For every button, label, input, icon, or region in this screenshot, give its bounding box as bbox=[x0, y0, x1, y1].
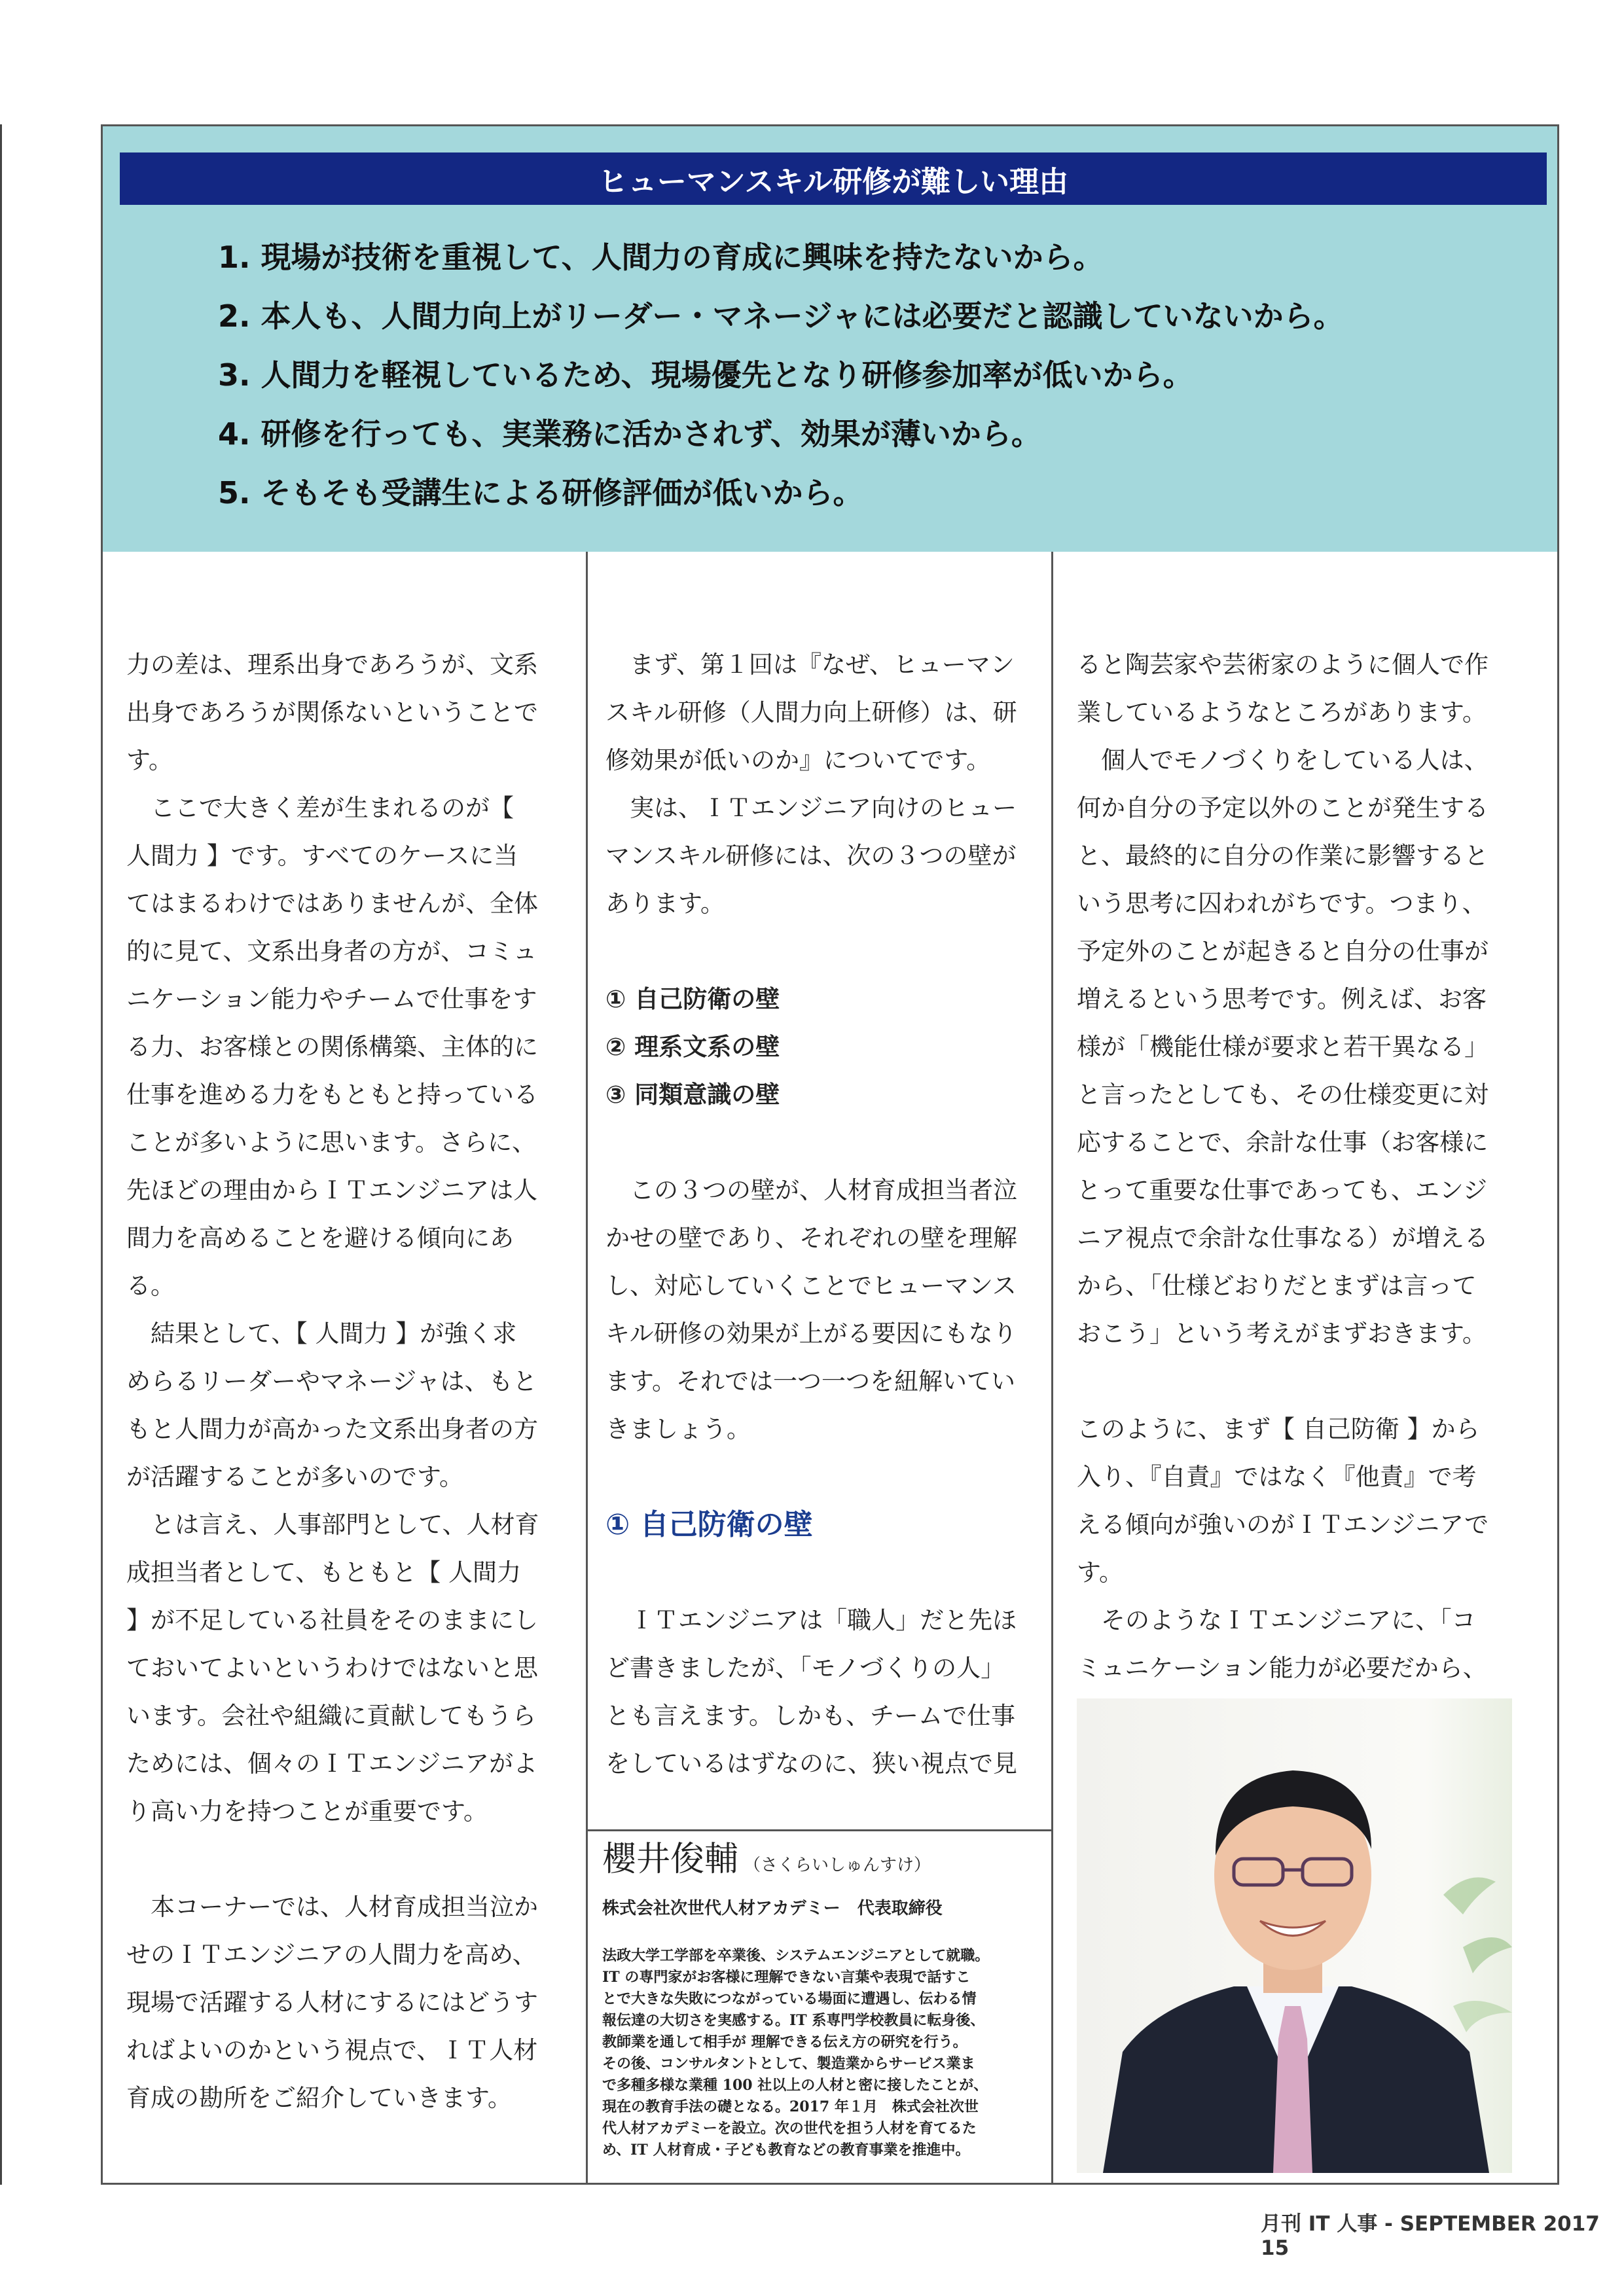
text-line: から、「仕様どおりだとまずは言って bbox=[1077, 1272, 1477, 1300]
reason-item: 5. そもそも受講生による研修評価が低いから。 bbox=[218, 475, 863, 511]
text-line: す。 bbox=[1077, 1558, 1124, 1587]
text-line: 業しているようなところがあります。 bbox=[1077, 698, 1487, 726]
reason-item: 3. 人間力を軽視しているため、現場優先となり研修参加率が低いから。 bbox=[218, 357, 1193, 393]
text-line: 増えるという思考です。例えば、お客 bbox=[1077, 985, 1487, 1013]
text-line: が活躍することが多いのです。 bbox=[126, 1463, 464, 1491]
text-line: あります。 bbox=[605, 889, 725, 918]
text-line: ると陶芸家や芸術家のように個人で作 bbox=[1077, 651, 1489, 679]
text-line: る力、お客様との関係構築、主体的に bbox=[126, 1033, 538, 1061]
text-line: もと人間力が高かった文系出身者の方 bbox=[126, 1415, 538, 1443]
text-line: 修効果が低いのか』についてです。 bbox=[605, 746, 991, 774]
text-line: 何か自分の予定以外のことが発生する bbox=[1077, 794, 1489, 822]
author-portrait-image bbox=[1077, 1698, 1512, 2173]
reason-item: 4. 研修を行っても、実業務に活かされず、効果が薄いから。 bbox=[218, 416, 1041, 452]
text-line: とも言えます。しかも、チームで仕事 bbox=[605, 1702, 1016, 1730]
text-line: まず、第１回は『なぜ、ヒューマン bbox=[605, 651, 1015, 679]
text-line: 育成の勘所をご紹介していきます。 bbox=[126, 2084, 513, 2112]
text-line: このように、まず【 自己防衛 】から bbox=[1077, 1415, 1480, 1443]
text-line: 入り、『自責』ではなく『他責』で考 bbox=[1077, 1463, 1477, 1491]
section-heading: ① 自己防衛の壁 bbox=[605, 1508, 813, 1541]
text-line: ニケーション能力やチームで仕事をす bbox=[126, 985, 537, 1013]
text-line: 結果として、【 人間力 】が強く求 bbox=[126, 1319, 517, 1348]
text-line: 実は、ＩＴエンジニア向けのヒュー bbox=[605, 794, 1017, 822]
text-line: 応することで、余計な仕事（お客様に bbox=[1077, 1128, 1489, 1157]
text-line: かせの壁であり、それぞれの壁を理解 bbox=[605, 1224, 1017, 1252]
text-line: ＩＴエンジニアは「職人」だと先ほ bbox=[605, 1606, 1017, 1634]
text-line: せのＩＴエンジニアの人間力を高め、 bbox=[126, 1941, 537, 1969]
text-line: てはまるわけではありませんが、全体 bbox=[126, 889, 538, 918]
wall-item: ③ 同類意識の壁 bbox=[605, 1081, 780, 1109]
text-line: います。会社や組織に貢献してもうら bbox=[126, 1702, 537, 1730]
text-line: 】が不足している社員をそのままにし bbox=[126, 1606, 538, 1634]
text-line: 的に見て、文系出身者の方が、コミュ bbox=[126, 937, 537, 965]
text-line: ど書きましたが、「モノづくりの人」 bbox=[605, 1654, 1005, 1682]
text-line: 成担当者として、もともと【 人間力 bbox=[126, 1558, 522, 1587]
text-line: 様が「機能仕様が要求と若干異なる」 bbox=[1077, 1033, 1489, 1061]
wall-item: ② 理系文系の壁 bbox=[605, 1033, 780, 1061]
author-name-line bbox=[602, 1839, 1047, 1886]
text-line: 個人でモノづくりをしている人は、 bbox=[1077, 746, 1489, 774]
paragraph-group bbox=[1077, 1405, 1535, 1692]
text-line: 先ほどの理由からＩＴエンジニアは人 bbox=[126, 1176, 538, 1204]
author-bio: 法政大学工学部を卒業後、システムエンジニアとして就職。 IT の専門家がお客様に理解できない言葉や表現で話すこ とで大きな失敗につながっている場面に遭遇し、伝わる情 報伝達の大切さを実感する。IT 系専門学校教員に転身後、 教師業を通して相手が 理解できる伝え方の研究を行う。 その後、コンサルタントとして、製造業からサービス業ま で多種多様な業種 100 社以上の人材と密に接したことが、 現在の教育手法の礎となる。2017 年１月 株式会社次世 代人材アカデミーを設立。次の世代を担う人材を育てるた め、IT 人材育成・子ども教育などの教育事業を推進中。 bbox=[602, 1947, 990, 2159]
text-line: ためには、個々のＩＴエンジニアがよ bbox=[126, 1749, 538, 1778]
author-profile bbox=[602, 1839, 1047, 2161]
text-line: ことが多いように思います。さらに、 bbox=[126, 1128, 537, 1157]
text-line: 現場で活躍する人材にするにはどうす bbox=[126, 1988, 538, 2017]
text-line: 予定外のことが起きると自分の仕事が bbox=[1077, 937, 1489, 965]
reasons-box-title: ヒューマンスキル研修が難しい理由 bbox=[120, 152, 1547, 205]
text-line: す。 bbox=[126, 746, 173, 774]
text-line: おこう」という考えがまずおきます。 bbox=[1077, 1319, 1487, 1348]
paragraph-group bbox=[605, 641, 1044, 927]
left-edge-line bbox=[0, 124, 2, 2185]
text-line: きましょう。 bbox=[605, 1415, 751, 1443]
column-divider bbox=[1051, 552, 1053, 2185]
author-divider bbox=[586, 1829, 1053, 1831]
text-line: をしているはずなのに、狭い視点で見 bbox=[605, 1749, 1017, 1778]
text-line: 力の差は、理系出身であろうが、文系 bbox=[126, 651, 538, 679]
text-line: ミュニケーション能力が必要だから、 bbox=[1077, 1654, 1487, 1682]
text-line: とって重要な仕事であっても、エンジ bbox=[1077, 1176, 1487, 1204]
author-title: 株式会社次世代人材アカデミー 代表取締役 bbox=[602, 1899, 943, 1918]
wall-item: ① 自己防衛の壁 bbox=[605, 985, 780, 1013]
reasons-box bbox=[103, 126, 1557, 552]
text-line: ればよいのかという視点で、ＩＴ人材 bbox=[126, 2036, 538, 2064]
text-line: とは言え、人事部門として、人材育 bbox=[126, 1511, 539, 1539]
paragraph-group bbox=[126, 641, 565, 1835]
text-line: ます。それでは一つ一つを紐解いてい bbox=[605, 1367, 1016, 1395]
text-line: る。 bbox=[126, 1272, 175, 1300]
text-line: マンスキル研修には、次の３つの壁が bbox=[605, 842, 1017, 870]
author-name: 櫻井俊輔 bbox=[602, 1840, 739, 1879]
column-divider bbox=[586, 552, 588, 2185]
text-line: この３つの壁が、人材育成担当者泣 bbox=[605, 1176, 1017, 1204]
text-line: キル研修の効果が上がる要因にもなり bbox=[605, 1319, 1017, 1348]
text-line: ニア視点で余計な仕事なる）が増える bbox=[1077, 1224, 1489, 1252]
reason-item: 2. 本人も、人間力向上がリーダー・マネージャには必要だと認識していないから。 bbox=[218, 298, 1344, 334]
paragraph-group bbox=[126, 1883, 565, 2122]
reason-item: 1. 現場が技術を重視して、人間力の育成に興味を持たないから。 bbox=[218, 240, 1104, 275]
text-line: える傾向が強いのがＩＴエンジニアで bbox=[1077, 1511, 1489, 1539]
page-footer: 月刊 IT 人事 - SEPTEMBER 2017 15 bbox=[1261, 2212, 1600, 2260]
article-column-1 bbox=[126, 641, 565, 2122]
author-photo bbox=[1077, 1698, 1512, 2173]
paragraph-group bbox=[1077, 641, 1535, 1357]
text-line: めらるリーダーやマネージャは、もと bbox=[126, 1367, 537, 1395]
article-column-3 bbox=[1077, 641, 1535, 1692]
author-reading: （さくらいしゅんすけ） bbox=[744, 1856, 931, 1875]
text-line: と、最終的に自分の作業に影響すると bbox=[1077, 842, 1489, 870]
text-line: いう思考に囚われがちです。つまり、 bbox=[1077, 889, 1487, 918]
text-line: と言ったとしても、その仕様変更に対 bbox=[1077, 1081, 1489, 1109]
text-line: ておいてよいというわけではないと思 bbox=[126, 1654, 538, 1682]
article-column-2 bbox=[605, 641, 1044, 1787]
text-line: 出身であろうが関係ないということで bbox=[126, 698, 538, 726]
paragraph-group bbox=[605, 1596, 1044, 1787]
text-line: ここで大きく差が生まれるのが【 bbox=[126, 794, 514, 822]
walls-list bbox=[605, 975, 1044, 1119]
paragraph-group bbox=[605, 1166, 1044, 1453]
text-line: 人間力 】です。すべてのケースに当 bbox=[126, 842, 518, 870]
text-line: スキル研修（人間力向上研修）は、研 bbox=[605, 698, 1017, 726]
text-line: 本コーナーでは、人材育成担当泣か bbox=[126, 1893, 538, 1921]
text-line: り高い力を持つことが重要です。 bbox=[126, 1797, 488, 1825]
text-line: 仕事を進める力をもともと持っている bbox=[126, 1081, 538, 1109]
text-line: 間力を高めることを避ける傾向にあ bbox=[126, 1224, 514, 1252]
text-line: そのようなＩＴエンジニアに、「コ bbox=[1077, 1606, 1476, 1634]
reasons-list bbox=[218, 228, 1344, 522]
text-line: し、対応していくことでヒューマンス bbox=[605, 1272, 1017, 1300]
